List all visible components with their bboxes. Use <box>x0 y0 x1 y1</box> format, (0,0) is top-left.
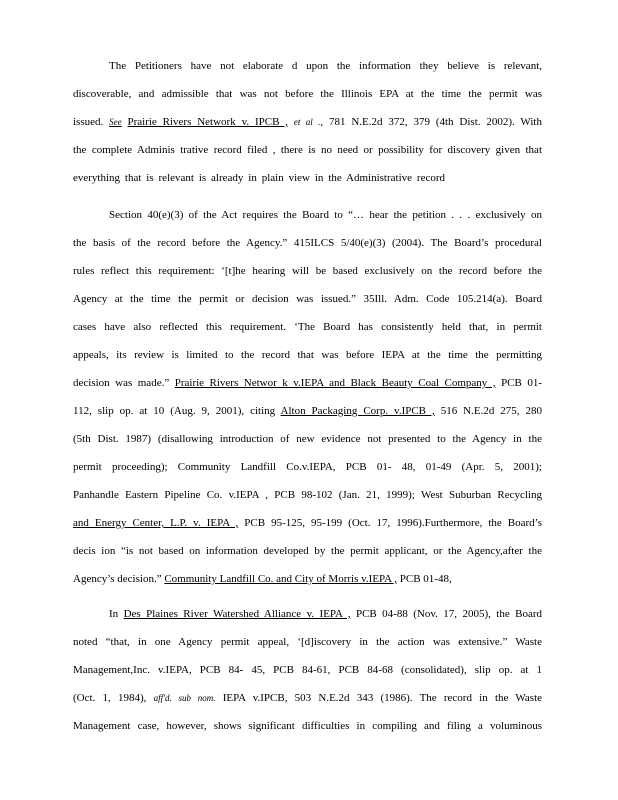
text-line: discoverable, and admissible that was not before the Illinois EPA at the time the permit was <box>73 88 542 100</box>
case-citation: Prairie Rivers Network v. IPCB , <box>127 116 289 128</box>
text-run: IEPA v.IPCB, 503 N.E.2d 343 (1986). The record in the Waste <box>222 692 543 704</box>
text-line <box>73 516 542 530</box>
text-run: PCB 04-88 (Nov. 17, 2005), the Board <box>355 608 543 620</box>
text-run: Agency’s decision.” <box>73 573 162 585</box>
text-line <box>73 115 542 129</box>
text-line <box>73 572 542 586</box>
text-run: PCB 01- <box>501 377 543 389</box>
case-citation: Alton Packaging Corp. v.IPCB , <box>280 405 435 417</box>
text-line: noted “that, in one Agency permit appeal, ‘[d]iscovery in the action was extensive.” Waste <box>73 636 542 648</box>
text-run: PCB 95-125, 95-199 (Oct. 17, 1996).Furthermore, the Board’s <box>244 517 542 529</box>
text-line: permit proceeding); Community Landfill Co.v.IEPA, PCB 01- 48, 01-49 (Apr. 5, 2001); <box>73 461 542 473</box>
text-line: Section 40(e)(3) of the Act requires the Board to “… hear the petition . . . exclusively on <box>109 209 542 221</box>
text-run: decision was made.” <box>73 377 170 389</box>
text-line: Agency at the time the permit or decision was issued.” 35Ill. Adm. Code 105.214(a). Board <box>73 293 542 305</box>
text-line <box>73 404 542 418</box>
case-citation: Community Landfill Co. and City of Morris v.IEPA , <box>164 573 397 585</box>
text-line: The Petitioners have not elaborate d upon the information they believe is relevant, <box>109 60 542 72</box>
text-line: cases have also reflected this requirement. ‘The Board has consistently held that, in permit <box>73 321 542 333</box>
affd-sub-nom: aff'd. sub nom. <box>153 693 216 703</box>
text-line <box>73 691 542 705</box>
case-citation: Des Plaines River Watershed Alliance v. IEPA , <box>123 608 351 620</box>
text-run: , 781 N.E.2d 372, 379 (4th Dist. 2002). With <box>320 116 542 128</box>
text-run: 112, slip op. at 10 (Aug. 9, 2001), citing <box>73 405 276 417</box>
text-line: appeals, its review is limited to the record that was before IEPA at the time the permitting <box>73 349 542 361</box>
text-line <box>109 607 542 621</box>
text-line: everything that is relevant is already in plain view in the Administrative record <box>73 172 445 184</box>
text-line <box>73 376 542 390</box>
text-line: the basis of the record before the Agency.” 415ILCS 5/40(e)(3) (2004). The Board’s procedural <box>73 237 542 249</box>
text-line: rules reflect this requirement: ‘[t]he hearing will be based exclusively on the record before the <box>73 265 542 277</box>
et-al: et al . <box>293 117 321 127</box>
text-line: (5th Dist. 1987) (disallowing introduction of new evidence not presented to the Agency in the <box>73 433 542 445</box>
text-run: issued. <box>73 116 104 128</box>
text-line: decis ion “is not based on information developed by the permit applicant, or the Agency,after the <box>73 545 542 557</box>
text-line: Management case, however, shows significant difficulties in compiling and filing a voluminous <box>73 720 542 732</box>
case-citation: Prairie Rivers Networ k v.IEPA and Black Beauty Coal Company , <box>174 377 496 389</box>
text-line: Management,Inc. v.IEPA, PCB 84- 45, PCB 84-61, PCB 84-68 (consolidated), slip op. at 1 <box>73 664 542 676</box>
case-citation: and Energy Center, L.P. v. IEPA , <box>73 517 239 529</box>
text-line: the complete Adminis trative record filed , there is no need or possibility for discovery given that <box>73 144 542 156</box>
text-run: (Oct. 1, 1984), <box>73 692 147 704</box>
text-run: 516 N.E.2d 275, 280 <box>440 405 542 417</box>
text-run: PCB 01-48, <box>399 573 452 585</box>
text-run: In <box>109 608 119 620</box>
signal-see: See <box>109 117 122 127</box>
text-line: Panhandle Eastern Pipeline Co. v.IEPA , PCB 98-102 (Jan. 21, 1999); West Suburban Recycling <box>73 489 542 501</box>
